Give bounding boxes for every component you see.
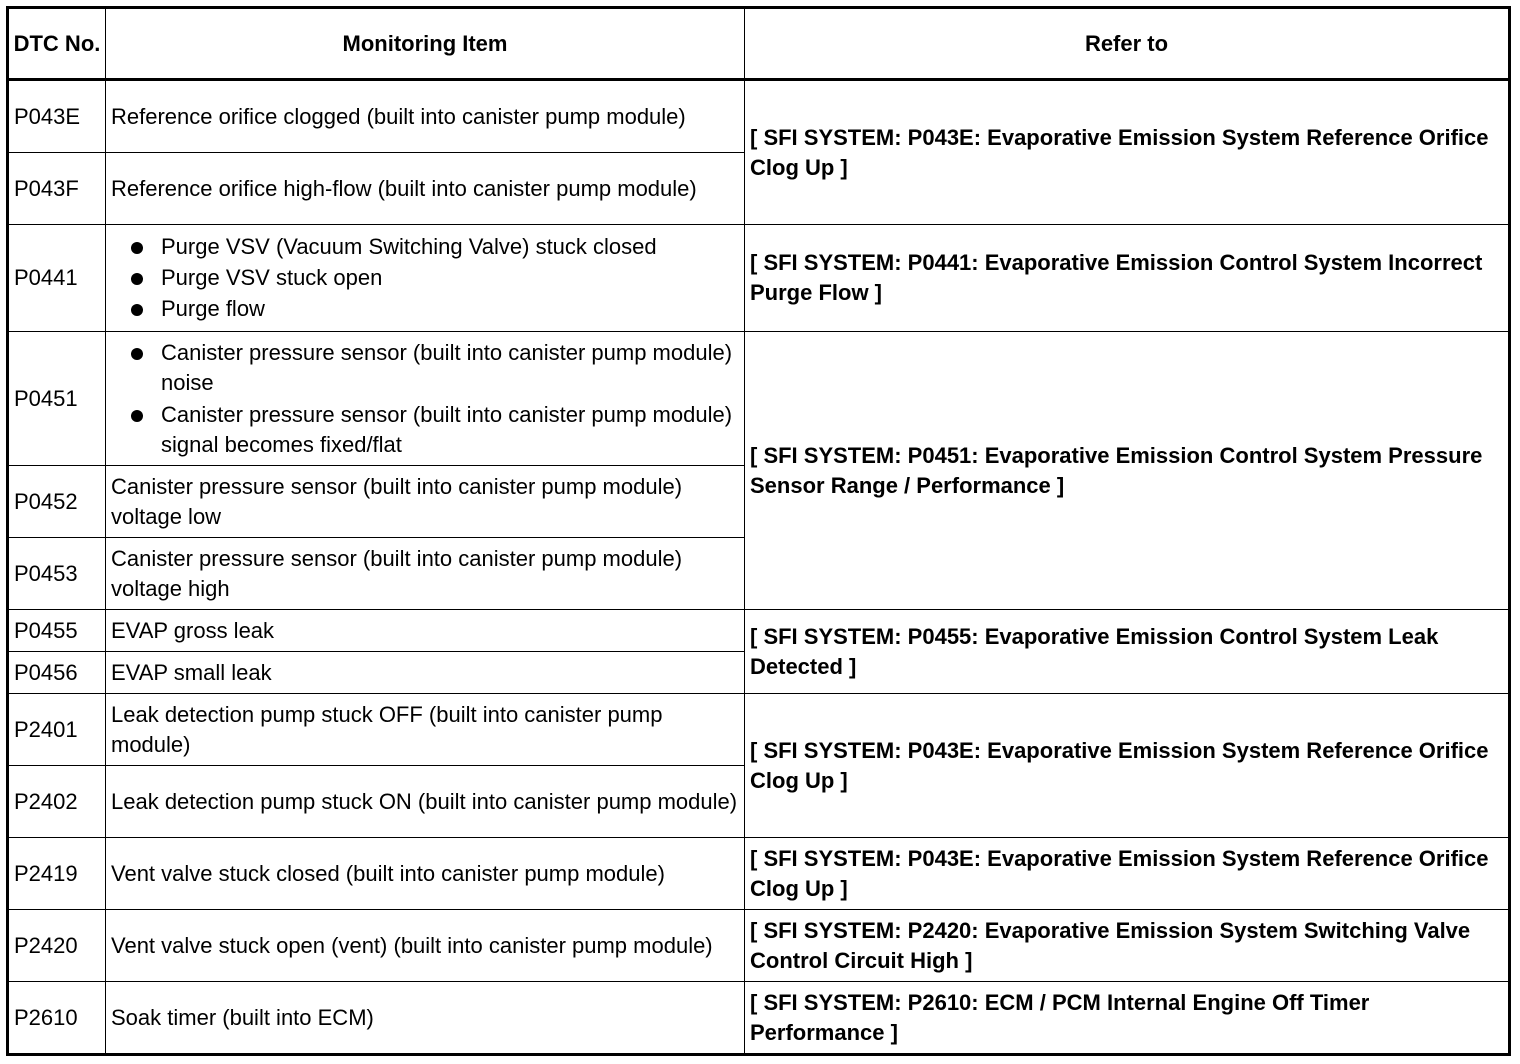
table-row [8, 610, 1510, 652]
monitoring-item: Vent valve stuck open (vent) (built into canister pump module) [106, 910, 745, 982]
refer-to-link[interactable]: [ SFI SYSTEM: P2420: Evaporative Emission System Switching Valve Control Circuit High ] [745, 910, 1510, 982]
monitoring-item: Leak detection pump stuck OFF (built into canister pump module) [106, 694, 745, 766]
dtc-code: P2401 [8, 694, 106, 766]
bullet-list [111, 232, 739, 324]
monitoring-item: Canister pressure sensor (built into canister pump module) voltage low [106, 466, 745, 538]
header-row [8, 8, 1510, 80]
bullet-item: Purge VSV (Vacuum Switching Valve) stuck closed [111, 232, 739, 262]
bullet-item: Purge VSV stuck open [111, 263, 739, 293]
dtc-code: P2420 [8, 910, 106, 982]
monitoring-item: EVAP small leak [106, 652, 745, 694]
dtc-table [6, 6, 1511, 1056]
bullet-item: Canister pressure sensor (built into canister pump module) signal becomes fixed/flat [111, 400, 739, 460]
table-row [8, 332, 1510, 466]
refer-to-link[interactable]: [ SFI SYSTEM: P043E: Evaporative Emission System Reference Orifice Clog Up ] [745, 80, 1510, 225]
monitoring-item [106, 225, 745, 332]
refer-to-link[interactable]: [ SFI SYSTEM: P0441: Evaporative Emission Control System Incorrect Purge Flow ] [745, 225, 1510, 332]
refer-to-link[interactable]: [ SFI SYSTEM: P043E: Evaporative Emission System Reference Orifice Clog Up ] [745, 694, 1510, 838]
table-row [8, 838, 1510, 910]
monitoring-item [106, 332, 745, 466]
dtc-code: P2419 [8, 838, 106, 910]
bullet-item: Purge flow [111, 294, 739, 324]
table-row [8, 982, 1510, 1055]
monitoring-item: Reference orifice high-flow (built into canister pump module) [106, 153, 745, 225]
table-row [8, 225, 1510, 332]
table-row [8, 80, 1510, 153]
monitoring-item: Vent valve stuck closed (built into canister pump module) [106, 838, 745, 910]
dtc-code: P043F [8, 153, 106, 225]
header-refer-to: Refer to [745, 8, 1510, 80]
dtc-code: P0452 [8, 466, 106, 538]
dtc-code: P2402 [8, 766, 106, 838]
monitoring-item: EVAP gross leak [106, 610, 745, 652]
dtc-code: P0456 [8, 652, 106, 694]
monitoring-item: Canister pressure sensor (built into canister pump module) voltage high [106, 538, 745, 610]
dtc-code: P0451 [8, 332, 106, 466]
dtc-code: P0455 [8, 610, 106, 652]
refer-to-link[interactable]: [ SFI SYSTEM: P0455: Evaporative Emission Control System Leak Detected ] [745, 610, 1510, 694]
bullet-list [111, 338, 739, 460]
header-monitoring-item: Monitoring Item [106, 8, 745, 80]
monitoring-item: Leak detection pump stuck ON (built into canister pump module) [106, 766, 745, 838]
table-row [8, 694, 1510, 766]
bullet-item: Canister pressure sensor (built into canister pump module) noise [111, 338, 739, 398]
monitoring-item: Reference orifice clogged (built into canister pump module) [106, 80, 745, 153]
dtc-code: P0441 [8, 225, 106, 332]
table-row [8, 910, 1510, 982]
refer-to-link[interactable]: [ SFI SYSTEM: P043E: Evaporative Emission System Reference Orifice Clog Up ] [745, 838, 1510, 910]
refer-to-link[interactable]: [ SFI SYSTEM: P2610: ECM / PCM Internal Engine Off Timer Performance ] [745, 982, 1510, 1055]
dtc-code: P043E [8, 80, 106, 153]
dtc-code: P0453 [8, 538, 106, 610]
refer-to-link[interactable]: [ SFI SYSTEM: P0451: Evaporative Emission Control System Pressure Sensor Range / Performance ] [745, 332, 1510, 610]
header-dtc-no: DTC No. [8, 8, 106, 80]
monitoring-item: Soak timer (built into ECM) [106, 982, 745, 1055]
dtc-code: P2610 [8, 982, 106, 1055]
